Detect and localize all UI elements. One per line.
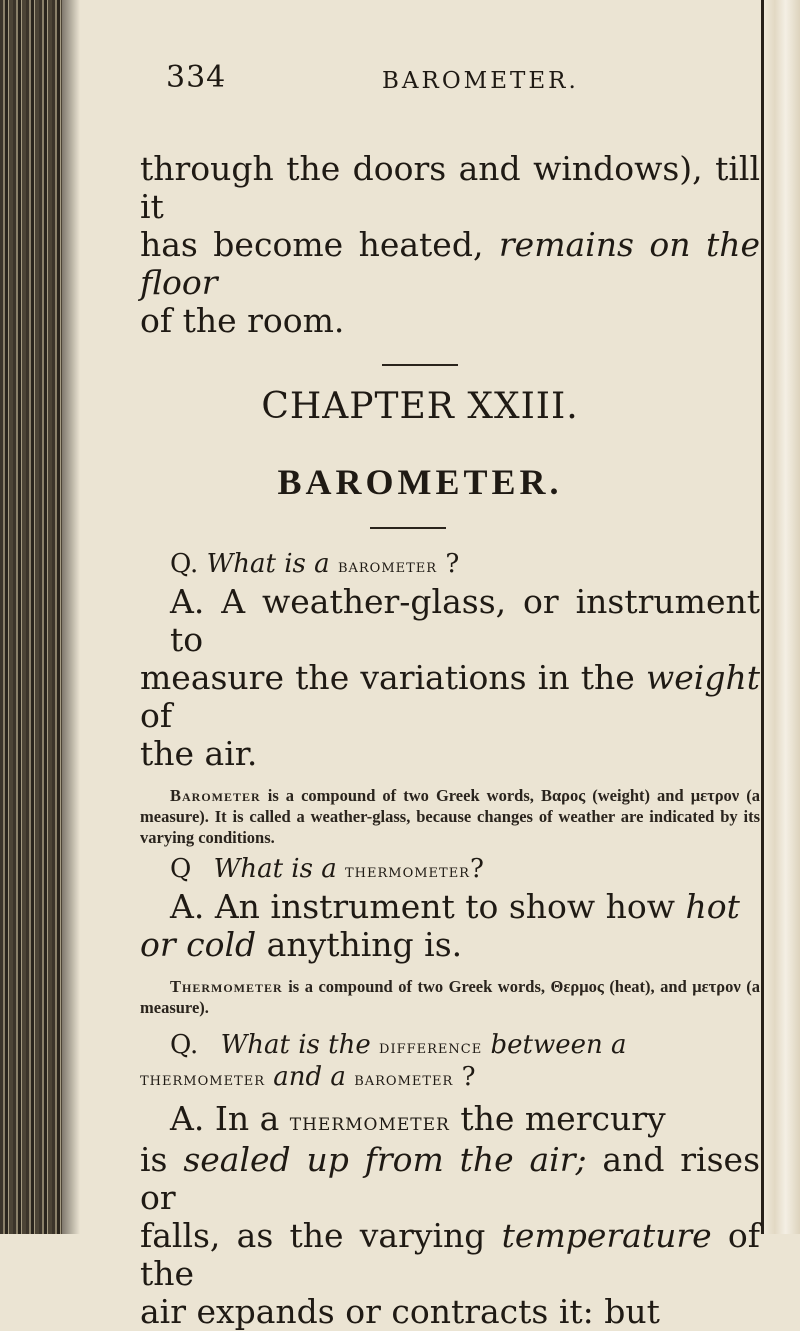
answer-text-3: is bbox=[140, 1140, 184, 1179]
running-title: BAROMETER. bbox=[382, 68, 579, 94]
answer-prefix: A. bbox=[170, 887, 215, 926]
answer-emphasis-1: hot bbox=[685, 887, 740, 926]
question-barometer bbox=[140, 549, 760, 581]
answer-text-7: air expands or contracts it: but bbox=[140, 1292, 660, 1331]
note-term: Barometer bbox=[170, 786, 261, 805]
intro-emphasis: remains on the floor bbox=[140, 225, 760, 302]
answer-text-2: anything is. bbox=[256, 925, 463, 964]
answer-emphasis-1: sealed up from the air; bbox=[183, 1140, 587, 1179]
running-head bbox=[120, 60, 760, 104]
answer-text-3: of bbox=[140, 696, 173, 735]
question-prefix: Q bbox=[170, 854, 200, 884]
note-greek-1: Θερμος bbox=[550, 977, 604, 996]
note-text-2: (heat), and bbox=[603, 977, 693, 996]
answer-text-4: the air. bbox=[140, 734, 258, 773]
answer-text-1: In a bbox=[214, 1099, 290, 1138]
answer-text-5: falls, as the varying bbox=[140, 1216, 502, 1255]
note-text-3: (a measure). bbox=[140, 977, 760, 1017]
question-suffix: ? bbox=[469, 854, 484, 884]
answer-text-2: the mercury bbox=[449, 1099, 666, 1138]
answer-prefix: A. bbox=[170, 1099, 215, 1138]
answer-text-4: and rises or bbox=[140, 1140, 761, 1217]
question-term-2: thermometer bbox=[140, 1068, 266, 1090]
divider-rule-bottom bbox=[370, 527, 446, 529]
question-prefix: Q. bbox=[170, 1030, 207, 1060]
question-difference-cont bbox=[140, 1062, 760, 1094]
answer-thermometer bbox=[140, 888, 760, 964]
divider-rule-top bbox=[382, 364, 458, 366]
book-binding-edge bbox=[0, 0, 62, 1234]
question-term: thermometer bbox=[344, 860, 470, 882]
chapter-title: BAROMETER. bbox=[277, 462, 563, 502]
note-term: Thermometer bbox=[170, 977, 283, 996]
answer-text-1: A weather-glass, or instrument to bbox=[170, 582, 760, 659]
question-prefix: Q. bbox=[170, 549, 207, 579]
page-right-edge bbox=[761, 0, 800, 1234]
note-text-2: (weight) and bbox=[585, 786, 691, 805]
question-text-1: What is the bbox=[220, 1030, 380, 1060]
intro-line-2 bbox=[140, 226, 760, 302]
question-difference bbox=[140, 1030, 760, 1062]
note-greek-1: Βαρος bbox=[540, 786, 586, 805]
question-term-3: barometer bbox=[354, 1068, 454, 1090]
qa-difference bbox=[120, 1030, 760, 1331]
answer-text-1: An instrument to show how bbox=[214, 887, 686, 926]
question-term-1: difference bbox=[379, 1036, 483, 1058]
intro-line-3: of the room. bbox=[140, 301, 345, 340]
intro-paragraph bbox=[120, 150, 760, 340]
note-text-1: is a compound of two Greek words, bbox=[260, 786, 541, 805]
intro-line-1: through the doors and windows), till it bbox=[140, 149, 760, 226]
page-number: 334 bbox=[166, 60, 227, 95]
qa-barometer bbox=[120, 549, 760, 848]
answer-prefix: A. bbox=[170, 582, 222, 621]
note-greek-2: μετρον bbox=[690, 786, 740, 805]
answer-emphasis: weight bbox=[646, 658, 760, 697]
qa-thermometer bbox=[120, 854, 760, 1018]
note-greek-2: μετρον bbox=[692, 977, 741, 996]
note-barometer bbox=[140, 785, 760, 848]
answer-text-2: measure the variations in the bbox=[140, 658, 647, 697]
question-term: barometer bbox=[337, 555, 438, 577]
answer-emphasis-2: or cold bbox=[140, 925, 257, 964]
note-text-3: (a measure). It is called a weather-glass, because changes of weather are indicated by its varying conditions. bbox=[140, 786, 760, 847]
question-thermometer bbox=[140, 854, 760, 886]
question-text: What is a bbox=[206, 549, 338, 579]
answer-emphasis-2: temperature bbox=[501, 1216, 712, 1255]
answer-difference bbox=[140, 1100, 760, 1331]
note-thermometer bbox=[140, 976, 760, 1018]
question-text-2: between a bbox=[482, 1030, 627, 1060]
question-text-3: and a bbox=[265, 1062, 355, 1092]
answer-barometer bbox=[140, 583, 760, 773]
note-text-1: is a compound of two Greek words, bbox=[282, 977, 551, 996]
chapter-label: CHAPTER XXIII. bbox=[261, 386, 579, 427]
question-suffix: ? bbox=[437, 549, 460, 579]
answer-text-6: of the bbox=[140, 1216, 760, 1293]
intro-line-2-text: has become heated, bbox=[140, 225, 499, 264]
book-page bbox=[120, 60, 761, 1331]
answer-term: thermometer bbox=[289, 1108, 450, 1136]
question-suffix: ? bbox=[453, 1062, 476, 1092]
question-text: What is a bbox=[213, 854, 345, 884]
